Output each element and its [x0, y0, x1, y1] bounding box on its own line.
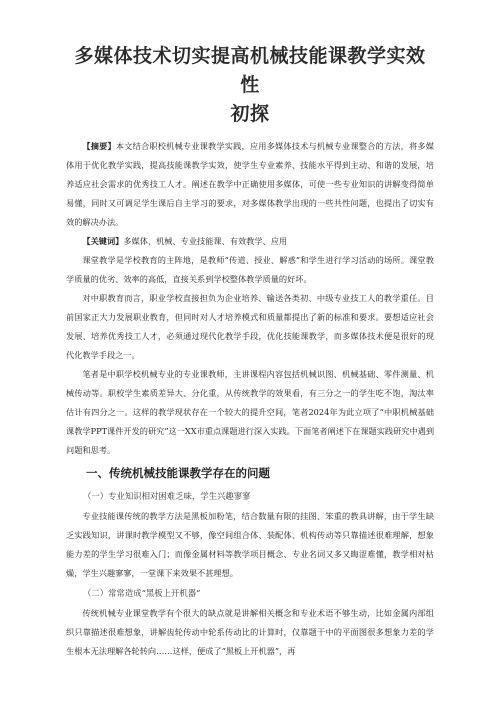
subsection-1-text: 专业技能课传统的教学方法是黑板加粉笔，结合数量有限的挂图、笨重的教具讲解，由于学生缺乏实践知识，讲课时教学模型又不够，像空间组合体、装配体、机构传动等只靠描述很难理解，想象能力差的学生学习很难入门；而像金属材料等教学项目概念、专业名词又多又晦涩难懂，教学相对枯燥，学生兴趣寥寥，一堂课下来效果不甚理想。 — [66, 511, 434, 578]
keywords-label: 【关键词】 — [82, 236, 124, 246]
subsection-2-text: 传统机械专业课堂教学有个很大的缺点就是讲解相关概念和专业术语不够生动，比如金属内部组织只靠描述很难想象，讲解齿轮传动中轮系传动比的计算时，仅靠题干中的平面图很多想象力差的学生根本无法理解各轮转向……这样，便成了“黑板上开机器”，再 — [66, 608, 434, 656]
subsection-1-heading: （一）专业知识相对困难乏味，学生兴趣寥寥 — [83, 491, 251, 501]
section-1-heading: 一、传统机械技能课教学存在的问题 — [86, 466, 270, 480]
body-paragraph-3: 笔者是中职学校机械专业的专业课教师，主讲课程内容包括机械识图、机械基础、零件测量、机械传动等。职校学生素质差异大、分化重，从传统教学的效果看，有三分之一的学生吃不饱，淘汰率估计有四分之一。这样的教学现状存在一个较大的提升空间，笔者2024年为此立项了“中职机械基础课教学PPT课件开发的研究”这一XX市重点课题进行深入实践。下面笔者阐述下在课题实践研究中遇到问题和思考。 — [66, 369, 435, 455]
title-line-2: 初探 — [230, 103, 270, 125]
abstract-paragraph — [66, 137, 434, 232]
keywords-paragraph — [66, 232, 434, 251]
body-paragraph-1: 课堂教学是学校教育的主阵地，是教师“传道、授业、解惑”和学生进行学习活动的场所。课堂教学质量的优劣、效率的高低，直接关系到学校整体教学质量的好坏。 — [66, 255, 434, 284]
abstract-label: 【摘要】 — [82, 141, 116, 151]
abstract-text: 本文结合职校机械专业课教学实践，应用多媒体技术与机械专业课整合的方法，将多媒体用于优化教学实践，提高技能课教学实效，使学生专业素养、技能水平得到主动、和谐的发展，培养适应社会需求的优秀技工人才。阐述在教学中正确使用多媒体，可使一些专业知识的讲解变得简单易懂，同时又可调足学生课后自主学习的要求，对多媒体教学出现的一些共性问题，也提出了切实有效的解决办法。 — [66, 141, 434, 227]
subsection-2-heading: （二）常常造成“黑板上开机器” — [83, 588, 201, 598]
abstract-block — [66, 137, 434, 251]
body-paragraph-2: 对中职教育而言，职业学校直接担负为企业培养、输送各类初、中级专业技工人的教学重任。目前国家正大力发展职业教育，但同时对人才培养模式和质量都提出了新的标准和要求。要想适应社会发展、培养优秀技工人才，必须通过现代化教学手段，优化技能课教学，而多媒体技术便是很好的现代化教学手段之一。 — [66, 293, 434, 360]
title-line-1: 多媒体技术切实提高机械技能课教学实效性 — [74, 45, 426, 96]
keywords-text: 多媒体、机械、专业技能课、有效教学、应用 — [123, 236, 288, 246]
paper-title — [66, 42, 434, 129]
